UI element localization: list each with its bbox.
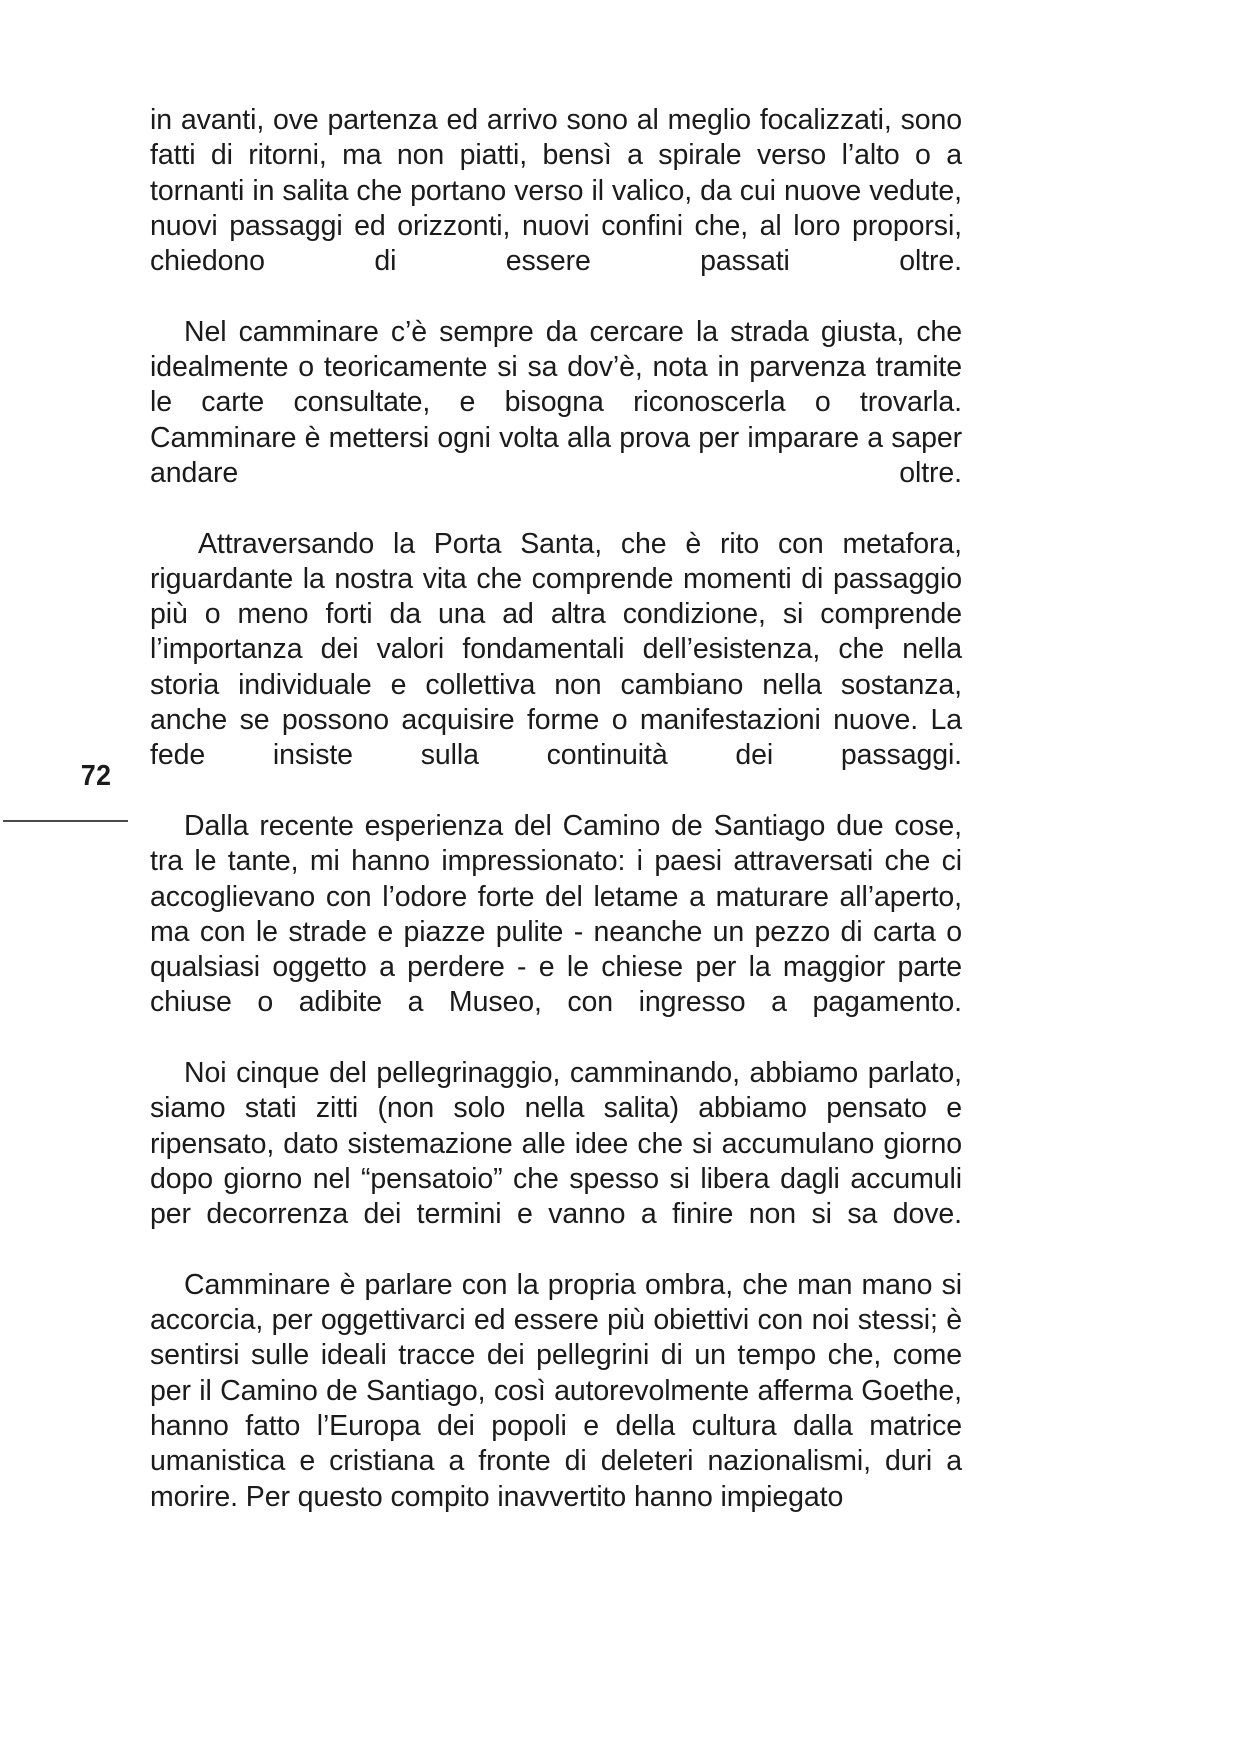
paragraph-6: Camminare è parlare con la propria ombra, che man mano si accorcia, per oggettivarci ed essere più obiettivi con noi stessi; è sentirsi sulle ideali tracce dei pellegrini di un tempo che, come per il Camino de Santiago, così autorevolmente afferma Goethe, hanno fatto l’Europa dei popoli e della cultura dalla matrice umanistica e cristiana a fronte di deleteri nazionalismi, duri a morire. Per questo compito inavvertito hanno impiegato xyxy=(150,1268,962,1513)
paragraph-3: Attraversando la Porta Santa, che è rito con metafora, riguardante la nostra vita che comprende momenti di passaggio più o meno forti da una ad altra condizione, si comprende l’importanza dei valori fondamentali dell’esistenza, che nella storia individuale e collettiva non cambiano nella sostanza, anche se possono acquisire forme o manifestazioni nuove. La fede insiste sulla continuità dei passaggi. xyxy=(150,527,962,772)
paragraph-1: in avanti, ove partenza ed arrivo sono al meglio focalizzati, sono fatti di ritorni, ma non piatti, bensì a spirale verso l’alto o a tornanti in salita che portano verso il valico, da cui nuove vedute, nuovi passaggi ed orizzonti, nuovi confini che, al loro proporsi, chiedono di essere passati oltre. xyxy=(150,104,962,278)
paragraph-2: Nel camminare c’è sempre da cercare la strada giusta, che idealmente o teoricamente si sa dov’è, nota in parvenza tramite le carte consultate, e bisogna riconoscerla o trovarla. Camminare è mettersi ogni volta alla prova per imparare a saper andare oltre. xyxy=(150,315,962,489)
body-text-column xyxy=(150,103,962,1515)
folio-divider-rule xyxy=(3,820,128,822)
page-number: 72 xyxy=(80,760,112,792)
page-folio xyxy=(0,762,128,791)
paragraph-4: Dalla recente esperienza del Camino de Santiago due cose, tra le tante, mi hanno impressionato: i paesi attraversati che ci accoglievano con l’odore forte del letame a maturare all’aperto, ma con le strade e piazze pulite - neanche un pezzo di carta o qualsiasi oggetto a perdere - e le chiese per la maggior parte chiuse o adibite a Museo, con ingresso a pagamento. xyxy=(150,809,962,1019)
paragraph-5: Noi cinque del pellegrinaggio, camminando, abbiamo parlato, siamo stati zitti (non solo nella salita) abbiamo pensato e ripensato, dato sistemazione alle idee che si accumulano giorno dopo giorno nel “pensatoio” che spesso si libera dagli accumuli per decorrenza dei termini e vanno a finire non si sa dove. xyxy=(150,1057,962,1231)
